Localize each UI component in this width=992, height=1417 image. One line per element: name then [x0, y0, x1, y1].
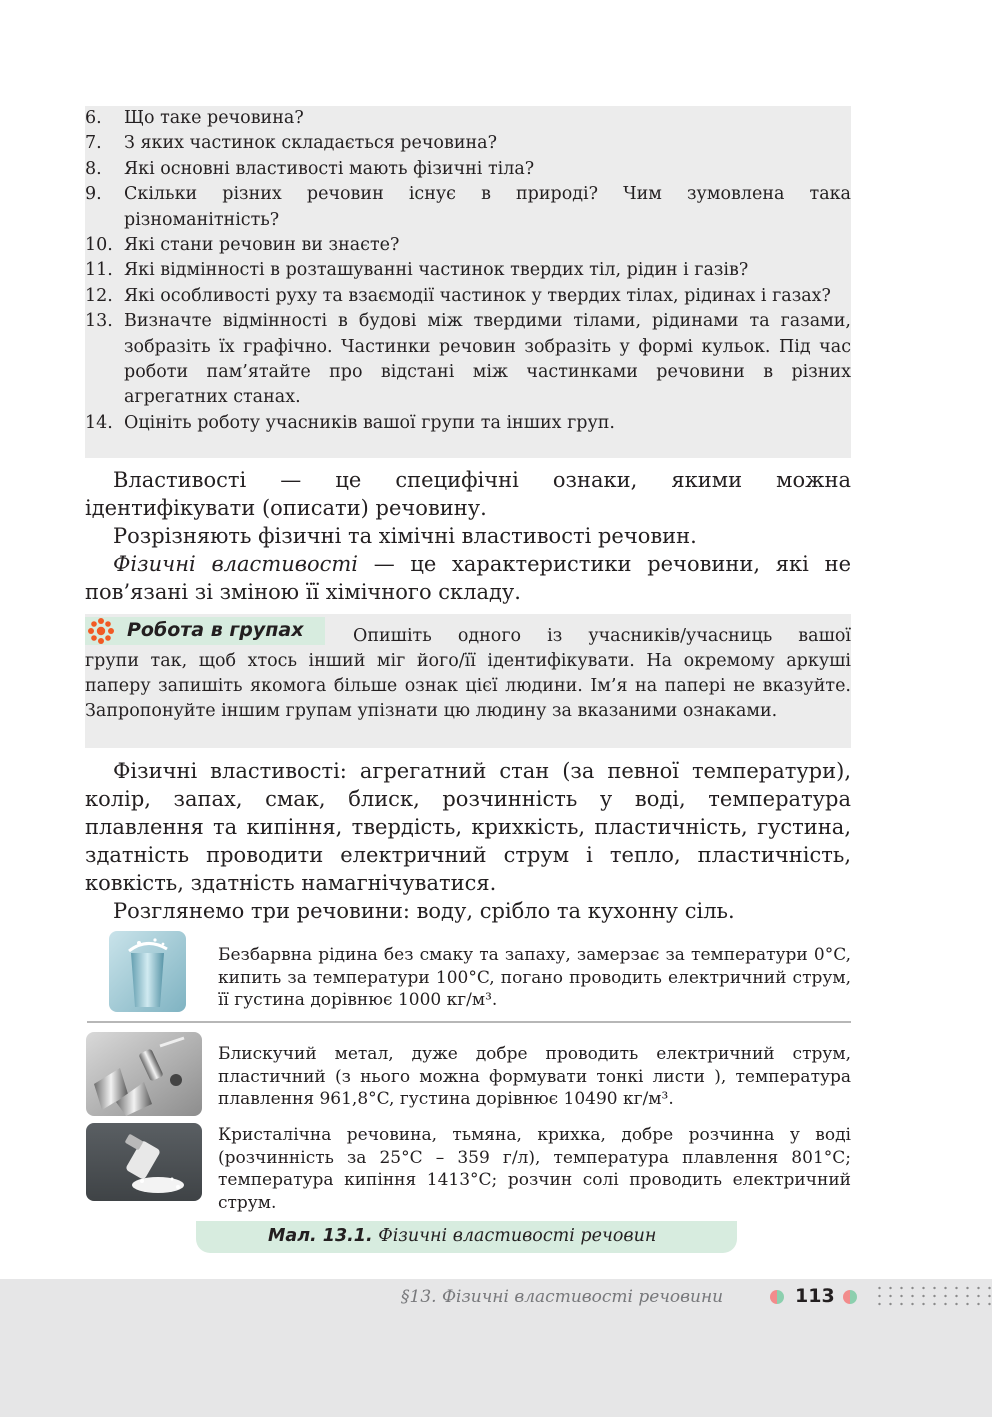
- salt-shaker-image: [86, 1123, 202, 1201]
- paragraph-distinguish: Розрізняють фізичні та хімічні властивості речовин.: [113, 524, 697, 548]
- paragraph-physical-properties: Фізичні властивості: агрегатний стан (за певної температури), колір, запах, смак, блиск, розчинність у воді, температура плавлення та кипіння, твердість, крихкість, пластичність, густина, здатність проводити електричний струм і тепло, пластичність, ковкість, здатність намагнічуватися.: [85, 759, 851, 895]
- question-item: 10. Які стани речовин ви знаєте?: [85, 235, 400, 256]
- question-item: 14. Оцініть роботу учасників вашої групи та інших груп.: [85, 412, 615, 433]
- paragraph-physical-definition: Фізичні властивості — це характеристики речовини, які не пов’язані зі зміною її хімічного складу.: [85, 552, 851, 604]
- salt-description: Кристалічна речовина, тьмяна, крихка, добре розчинна у воді (розчинність за 25°C – 359 г/л), температура плавлення 801°C; температура кипіння 1413°C; розчин солі проводить електричний струм.: [218, 1125, 851, 1213]
- divider: [87, 1021, 851, 1023]
- group-work-text: Опишіть одного із учасників/учасниць вашої групи так, щоб хтось інший міг його/її ідентифікувати. На окремому аркуші паперу запишіть якомога більше ознак цієї людини. Ім’я на папері не вказуйте. Запропонуйте іншим групам упізнати цю людину за вказаними ознаками.: [85, 626, 851, 721]
- page-dot-icon: [843, 1290, 857, 1304]
- paragraph-definition: Властивості — це специфічні ознаки, якими можна ідентифікувати (описати) речовину.: [85, 468, 851, 520]
- paragraph-three-substances: Розглянемо три речовини: воду, срібло та кухонну сіль.: [113, 899, 735, 923]
- page-number: 113: [795, 1285, 835, 1307]
- question-item: 13. Визначте відмінності в будові між твердими тілами, рідинами та газами, зобразіть їх графічно. Частинки речовин зобразіть у формі кульок. Під час роботи пам’ятайте про відстані між частинками речовини в різних агрегатних станах.: [85, 311, 851, 408]
- page-dot-icon: [770, 1290, 784, 1304]
- question-item: 9. Скільки різних речовин існує в природі? Чим зумовлена така різноманітність?: [85, 184, 851, 230]
- question-item: 11. Які відмінності в розташуванні частинок твердих тіл, рідин і газів?: [85, 260, 749, 281]
- group-work-title: Робота в групах: [127, 619, 304, 641]
- silver-items-image: [86, 1032, 202, 1116]
- question-item: 12. Які особливості руху та взаємодії частинок у твердих тілах, рідинах і газах?: [85, 285, 831, 306]
- figure-caption: Мал. 13.1. Фізичні властивості речовин: [268, 1226, 657, 1246]
- question-item: 6. Що таке речовина?: [85, 108, 304, 128]
- water-description: Безбарвна рідина без смаку та запаху, замерзає за температури 0°C, кипить за температури 100°C, погано проводить електричний струм, її густина дорівнює 1000 кг/м³.: [218, 945, 851, 1010]
- water-glass-image: [109, 931, 186, 1012]
- question-item: 8. Які основні властивості мають фізичні тіла?: [85, 158, 535, 179]
- dot-pattern: [874, 1284, 992, 1310]
- silver-description: Блискучий метал, дуже добре проводить електричний струм, пластичний (з нього можна формувати тонкі листи ), температура плавлення 961,8°C, густина дорівнює 10490 кг/м³.: [218, 1044, 851, 1109]
- question-item: 7. З яких частинок складається речовина?: [85, 133, 497, 154]
- section-title: §13. Фізичні властивості речовини: [401, 1287, 724, 1307]
- questions-list: [85, 106, 851, 436]
